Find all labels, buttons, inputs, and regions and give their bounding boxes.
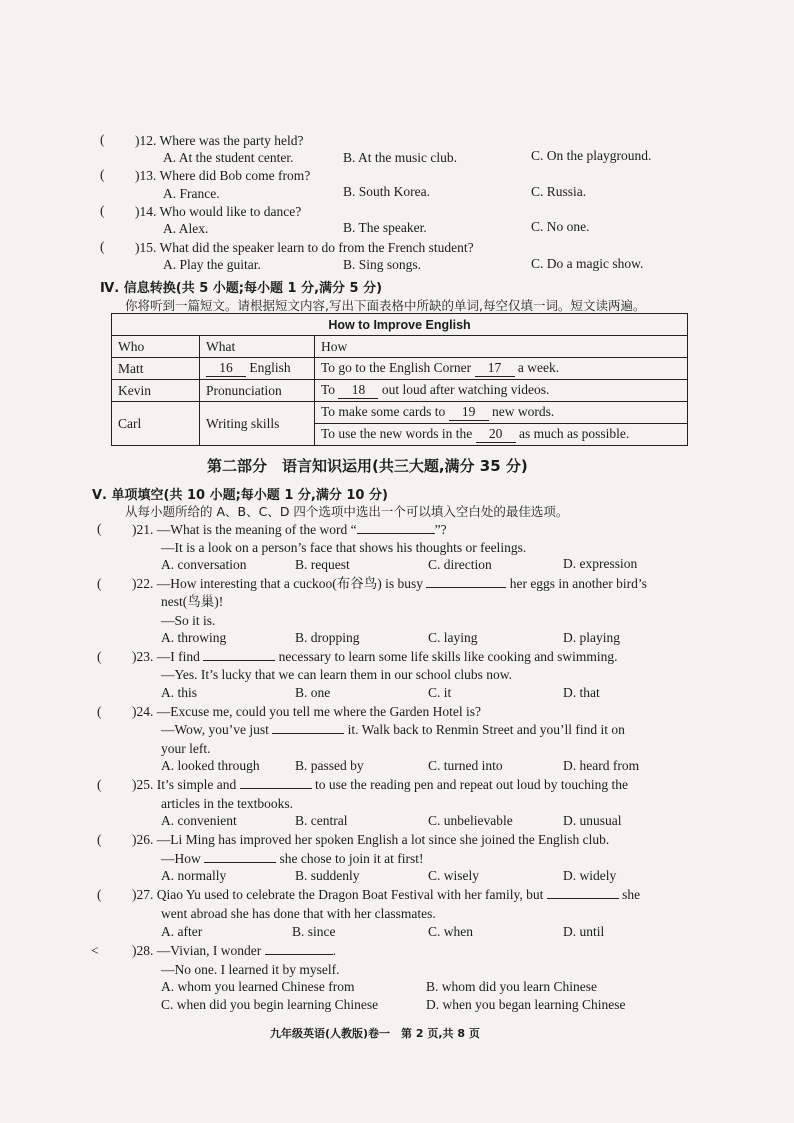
- answer-paren[interactable]: (: [97, 777, 102, 792]
- table-row: [112, 380, 688, 402]
- option-b[interactable]: B. suddenly: [295, 868, 360, 883]
- cell-who: Carl: [112, 402, 200, 446]
- option-b[interactable]: B. Sing songs.: [343, 257, 422, 272]
- header-who: Who: [112, 336, 200, 358]
- question-text: )22. —How interesting that a cuckoo(布谷鸟) is busy her eggs in another bird’s: [132, 576, 647, 591]
- answer-paren[interactable]: (: [100, 132, 105, 147]
- cell-how: To 18 out loud after watching videos.: [315, 380, 688, 402]
- option-a[interactable]: A. At the student center.: [163, 150, 294, 165]
- answer-paren[interactable]: (: [97, 704, 102, 719]
- option-c[interactable]: C. wisely: [428, 868, 480, 883]
- option-a[interactable]: A. convenient: [161, 813, 237, 828]
- page-footer: 九年级英语(人教版)卷一 第 2 页,共 8 页: [270, 1027, 480, 1040]
- option-b[interactable]: B. The speaker.: [343, 220, 427, 235]
- option-b[interactable]: B. central: [295, 813, 348, 828]
- answer-paren[interactable]: (: [97, 832, 102, 847]
- option-c[interactable]: C. direction: [428, 557, 492, 572]
- answer-blank[interactable]: [203, 648, 275, 661]
- cell-who: Matt: [112, 358, 200, 380]
- blank-19[interactable]: 19: [449, 404, 489, 421]
- question-text: )25. It’s simple and to use the reading pen and repeat out loud by touching the: [132, 777, 629, 792]
- option-a[interactable]: A. Play the guitar.: [163, 257, 261, 272]
- question-text: )23. —I find necessary to learn some life skills like cooking and swimming.: [132, 649, 618, 664]
- header-what: What: [200, 336, 315, 358]
- section-4-instruction: 你将听到一篇短文。请根据短文内容,写出下面表格中所缺的单词,每空仅填一词。短文读两遍。: [125, 298, 646, 313]
- option-d[interactable]: D. when you began learning Chinese: [426, 997, 626, 1012]
- answer-blank[interactable]: [240, 776, 312, 789]
- cell-how: To make some cards to 19 new words.: [315, 402, 688, 424]
- option-b[interactable]: B. dropping: [295, 630, 360, 645]
- answer-blank[interactable]: [265, 942, 333, 955]
- option-d[interactable]: D. until: [563, 924, 605, 939]
- question-text: nest(鸟巢)!: [161, 594, 224, 609]
- table-row: [112, 358, 688, 380]
- cell-how: To go to the English Corner 17 a week.: [315, 358, 688, 380]
- question-text: went abroad she has done that with her classmates.: [161, 906, 436, 921]
- option-a[interactable]: A. throwing: [161, 630, 227, 645]
- option-b[interactable]: B. South Korea.: [343, 184, 430, 199]
- answer-blank[interactable]: [426, 575, 506, 588]
- question-12: )12. Where was the party held?: [135, 133, 304, 148]
- option-b[interactable]: B. request: [295, 557, 350, 572]
- header-how: How: [315, 336, 688, 358]
- answer-blank[interactable]: [272, 721, 344, 734]
- option-c[interactable]: C. Russia.: [531, 184, 587, 199]
- option-c[interactable]: C. No one.: [531, 219, 590, 234]
- table-row: [112, 402, 688, 424]
- option-c[interactable]: C. turned into: [428, 758, 503, 773]
- answer-paren[interactable]: (: [97, 649, 102, 664]
- cell-what: Writing skills: [200, 402, 315, 446]
- blank-20[interactable]: 20: [476, 426, 516, 443]
- question-text: )28. —Vivian, I wonder .: [132, 943, 337, 958]
- option-a[interactable]: A. this: [161, 685, 198, 700]
- option-d[interactable]: D. unusual: [563, 813, 622, 828]
- answer-paren[interactable]: (: [100, 167, 105, 182]
- option-a[interactable]: A. Alex.: [163, 221, 209, 236]
- question-text: —How she chose to join it at first!: [161, 851, 424, 866]
- option-b[interactable]: B. one: [295, 685, 331, 700]
- part-2-title: 第二部分 语言知识运用(共三大题,满分 35 分): [207, 457, 528, 475]
- answer-paren[interactable]: (: [97, 887, 102, 902]
- option-a[interactable]: A. conversation: [161, 557, 247, 572]
- blank-18[interactable]: 18: [338, 382, 378, 399]
- question-text: )27. Qiao Yu used to celebrate the Dragon Boat Festival with her family, but she: [132, 887, 641, 902]
- option-c[interactable]: C. when did you begin learning Chinese: [161, 997, 379, 1012]
- option-d[interactable]: D. expression: [563, 556, 638, 571]
- option-b[interactable]: B. since: [292, 924, 336, 939]
- question-text: —Wow, you’ve just it. Walk back to Renmin Street and you’ll find it on: [161, 722, 625, 737]
- question-text: )26. —Li Ming has improved her spoken English a lot since she joined the English club.: [132, 832, 610, 847]
- question-text: your left.: [161, 741, 211, 756]
- question-13: )13. Where did Bob come from?: [135, 168, 311, 183]
- option-d[interactable]: D. heard from: [563, 758, 640, 773]
- info-table: [111, 313, 688, 446]
- answer-blank[interactable]: [357, 521, 435, 534]
- answer-paren[interactable]: (: [100, 203, 105, 218]
- question-15: )15. What did the speaker learn to do from the French student?: [135, 240, 474, 255]
- section-5-heading: Ⅴ. 单项填空(共 10 小题;每小题 1 分,满分 10 分): [92, 488, 388, 503]
- option-a[interactable]: A. normally: [161, 868, 227, 883]
- option-b[interactable]: B. passed by: [295, 758, 364, 773]
- cell-what: Pronunciation: [200, 380, 315, 402]
- blank-17[interactable]: 17: [475, 360, 515, 377]
- option-c[interactable]: C. when: [428, 924, 473, 939]
- question-text: —Yes. It’s lucky that we can learn them in our school clubs now.: [161, 667, 512, 682]
- option-d[interactable]: D. widely: [563, 868, 617, 883]
- answer-paren[interactable]: (: [100, 239, 105, 254]
- answer-paren[interactable]: <: [91, 943, 99, 958]
- option-a[interactable]: A. France.: [163, 186, 220, 201]
- option-c[interactable]: C. unbelievable: [428, 813, 513, 828]
- cell-what: 16 English: [200, 358, 315, 380]
- answer-paren[interactable]: (: [97, 576, 102, 591]
- question-text: —So it is.: [161, 613, 216, 628]
- option-a[interactable]: A. after: [161, 924, 203, 939]
- table-title: How to Improve English: [112, 314, 688, 336]
- blank-16[interactable]: 16: [206, 360, 246, 377]
- option-c[interactable]: C. Do a magic show.: [531, 256, 644, 271]
- option-b[interactable]: B. At the music club.: [343, 150, 457, 165]
- section-5-instruction: 从每小题所给的 A、B、C、D 四个选项中选出一个可以填入空白处的最佳选项。: [125, 504, 569, 519]
- option-c[interactable]: C. laying: [428, 630, 478, 645]
- answer-paren[interactable]: (: [97, 521, 102, 536]
- answer-blank[interactable]: [547, 886, 619, 899]
- answer-blank[interactable]: [204, 850, 276, 863]
- option-b[interactable]: B. whom did you learn Chinese: [426, 979, 597, 994]
- question-text: )21. —What is the meaning of the word “ ”?: [132, 522, 447, 537]
- cell-who: Kevin: [112, 380, 200, 402]
- cell-how: To use the new words in the 20 as much as possible.: [315, 424, 688, 446]
- question-text: —It is a look on a person’s face that shows his thoughts or feelings.: [161, 540, 527, 555]
- option-c[interactable]: C. it: [428, 685, 452, 700]
- option-c[interactable]: C. On the playground.: [531, 148, 652, 163]
- question-14: )14. Who would like to dance?: [135, 204, 302, 219]
- option-d[interactable]: D. playing: [563, 630, 620, 645]
- section-4-heading: Ⅳ. 信息转换(共 5 小题;每小题 1 分,满分 5 分): [100, 281, 383, 296]
- question-text: articles in the textbooks.: [161, 796, 293, 811]
- option-d[interactable]: D. that: [563, 685, 600, 700]
- option-a[interactable]: A. whom you learned Chinese from: [161, 979, 355, 994]
- question-text: )24. —Excuse me, could you tell me where the Garden Hotel is?: [132, 704, 482, 719]
- question-text: —No one. I learned it by myself.: [161, 962, 340, 977]
- option-a[interactable]: A. looked through: [161, 758, 260, 773]
